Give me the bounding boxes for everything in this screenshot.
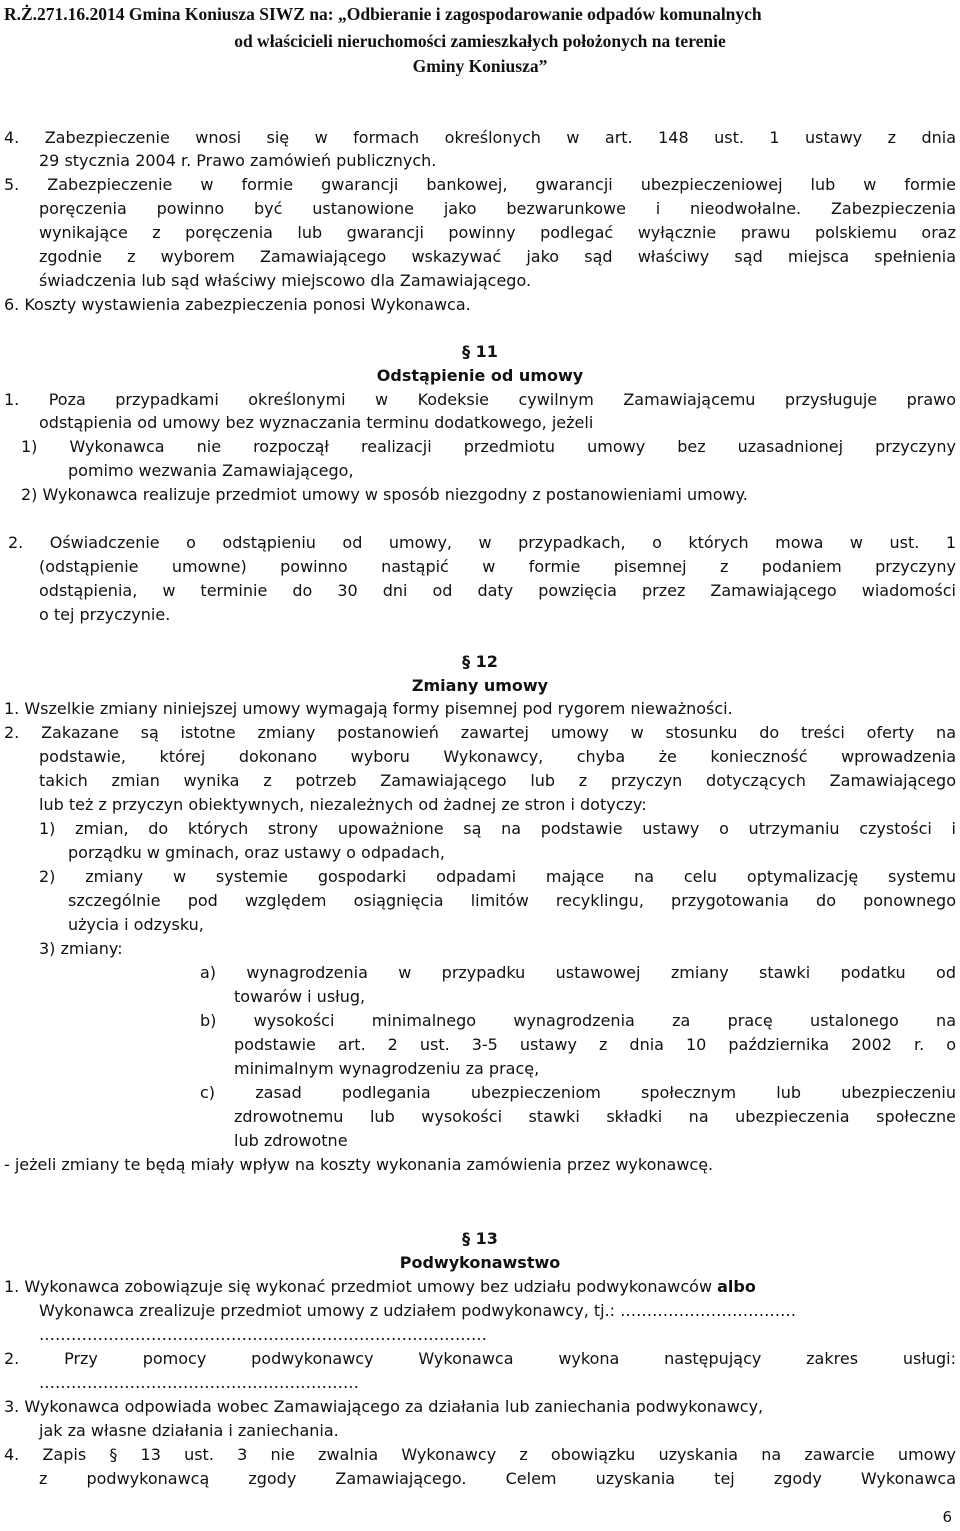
header-line-1: R.Ż.271.16.2014 Gmina Koniusza SIWZ na: „Odbieranie i zagospodarowanie odpadów komunalnych: [4, 4, 762, 24]
para-line: 2) zmiany w systemie gospodarki odpadami mające na celu optymalizację systemu: [39, 867, 956, 886]
para-line: minimalnym wynagrodzeniu za pracę,: [234, 1059, 540, 1078]
para-line: ……………………………………………………: [39, 1373, 359, 1392]
para-line: wynikające z poręczenia lub gwarancji powinny podlegać wyłącznie prawu polskiemu oraz: [39, 223, 956, 242]
section-number: § 11: [462, 342, 498, 361]
para-line: świadczenia lub sąd właściwy miejscowo dla Zamawiającego.: [39, 271, 532, 290]
para-line: lub też z przyczyn obiektywnych, niezależnych od żadnej ze stron i dotyczy:: [39, 795, 647, 814]
para-line: odstąpienia od umowy bez wyznaczania terminu dodatkowego, jeżeli: [39, 413, 594, 432]
para-line: porządku w gminach, oraz ustawy o odpadach,: [68, 843, 445, 862]
bold-albo: albo: [717, 1277, 756, 1296]
para-text: 1. Wykonawca zobowiązuje się wykonać przedmiot umowy bez udziału podwykonawców: [4, 1277, 718, 1296]
para-line: z podwykonawcą zgody Zamawiającego. Celem uzyskania tej zgody Wykonawca: [39, 1469, 956, 1488]
para-line: 2. Oświadczenie o odstąpieniu od umowy, w przypadkach, o których mowa w ust. 1: [8, 533, 956, 552]
para-line: 2) Wykonawca realizuje przedmiot umowy w sposób niezgodny z postanowieniami umowy.: [21, 485, 748, 504]
section-title: Zmiany umowy: [411, 676, 549, 695]
para-line: użycia i odzysku,: [68, 915, 204, 934]
para-line: 4. Zabezpieczenie wnosi się w formach określonych w art. 148 ust. 1 ustawy z dnia: [4, 128, 956, 147]
para-line: zgodnie z wyborem Zamawiającego wskazywać jako sąd właściwy sąd miejsca spełnienia: [39, 247, 956, 266]
para-line: pomimo wezwania Zamawiającego,: [68, 461, 354, 480]
para-line: 29 stycznia 2004 r. Prawo zamówień publicznych.: [39, 151, 437, 170]
para-line: Wykonawca zrealizuje przedmiot umowy z udziałem podwykonawcy, tj.: ……………………………: [39, 1301, 797, 1320]
para-line: - jeżeli zmiany te będą miały wpływ na koszty wykonania zamówienia przez wykonawcę.: [4, 1155, 714, 1174]
para-line: (odstąpienie umowne) powinno nastąpić w formie pisemnej z podaniem przyczyny: [39, 557, 956, 576]
section-number: § 13: [462, 1229, 498, 1248]
para-line: b) wysokości minimalnego wynagrodzenia za pracę ustalonego na: [200, 1011, 956, 1030]
para-line: poręczenia powinno być ustanowione jako bezwarunkowe i nieodwołalne. Zabezpieczenia: [39, 199, 956, 218]
para-line: 2. Zakazane są istotne zmiany postanowień zawartej umowy w stosunku do treści oferty na: [4, 723, 956, 742]
para-line: 1) zmian, do których strony upoważnione są na podstawie ustawy o utrzymaniu czystości i: [39, 819, 956, 838]
section-number: § 12: [462, 652, 498, 671]
section-title: Odstąpienie od umowy: [376, 366, 584, 385]
para-line: 3. Wykonawca odpowiada wobec Zamawiającego za działania lub zaniechania podwykonawcy,: [4, 1397, 764, 1416]
para-line: …………………………………………………………………………: [39, 1325, 487, 1344]
para-line: 5. Zabezpieczenie w formie gwarancji bankowej, gwarancji ubezpieczeniowej lub w formie: [4, 175, 956, 194]
para-line: 6. Koszty wystawienia zabezpieczenia ponosi Wykonawca.: [4, 295, 471, 314]
para-line: 1. Poza przypadkami określonymi w Kodeksie cywilnym Zamawiającemu przysługuje prawo: [4, 390, 956, 409]
para-line: odstąpienia, w terminie do 30 dni od daty powzięcia przez Zamawiającego wiadomości: [39, 581, 956, 600]
para-line: podstawie, której dokonano wyboru Wykonawcy, chyba że konieczność wprowadzenia: [39, 747, 956, 766]
para-line: jak za własne działania i zaniechania.: [39, 1421, 339, 1440]
para-line: 1) Wykonawca nie rozpoczął realizacji przedmiotu umowy bez uzasadnionej przyczyny: [21, 437, 956, 456]
para-line: o tej przyczynie.: [39, 605, 171, 624]
para-line: towarów i usług,: [234, 987, 366, 1006]
para-line: lub zdrowotne: [234, 1131, 348, 1150]
section-title: Podwykonawstwo: [399, 1253, 561, 1272]
para-line: 4. Zapis § 13 ust. 3 nie zwalnia Wykonawcy z obowiązku uzyskania na zawarcie umowy: [4, 1445, 956, 1464]
header-line-2: od właścicieli nieruchomości zamieszkałych położonych na terenie: [234, 31, 726, 51]
para-line: takich zmian wynika z potrzeb Zamawiającego lub z przyczyn dotyczących Zamawiającego: [39, 771, 956, 790]
para-line: [4, 1277, 756, 1297]
para-line: c) zasad podlegania ubezpieczeniom społecznym lub ubezpieczeniu: [200, 1083, 956, 1102]
para-line: 1. Wszelkie zmiany niniejszej umowy wymagają formy pisemnej pod rygorem nieważności.: [4, 699, 733, 718]
para-line: 3) zmiany:: [39, 939, 123, 958]
header-line-3: Gminy Koniusza”: [412, 56, 548, 76]
para-line: 2. Przy pomocy podwykonawcy Wykonawca wykona następujący zakres usługi:: [4, 1349, 956, 1368]
para-line: zdrowotnemu lub wysokości stawki składki na ubezpieczenia społeczne: [234, 1107, 956, 1126]
para-line: a) wynagrodzenia w przypadku ustawowej zmiany stawki podatku od: [200, 963, 956, 982]
para-line: szczególnie pod względem osiągnięcia limitów recyklingu, przygotowania do ponownego: [68, 891, 956, 910]
page-number: 6: [942, 1508, 952, 1526]
para-line: podstawie art. 2 ust. 3-5 ustawy z dnia 10 października 2002 r. o: [234, 1035, 956, 1054]
